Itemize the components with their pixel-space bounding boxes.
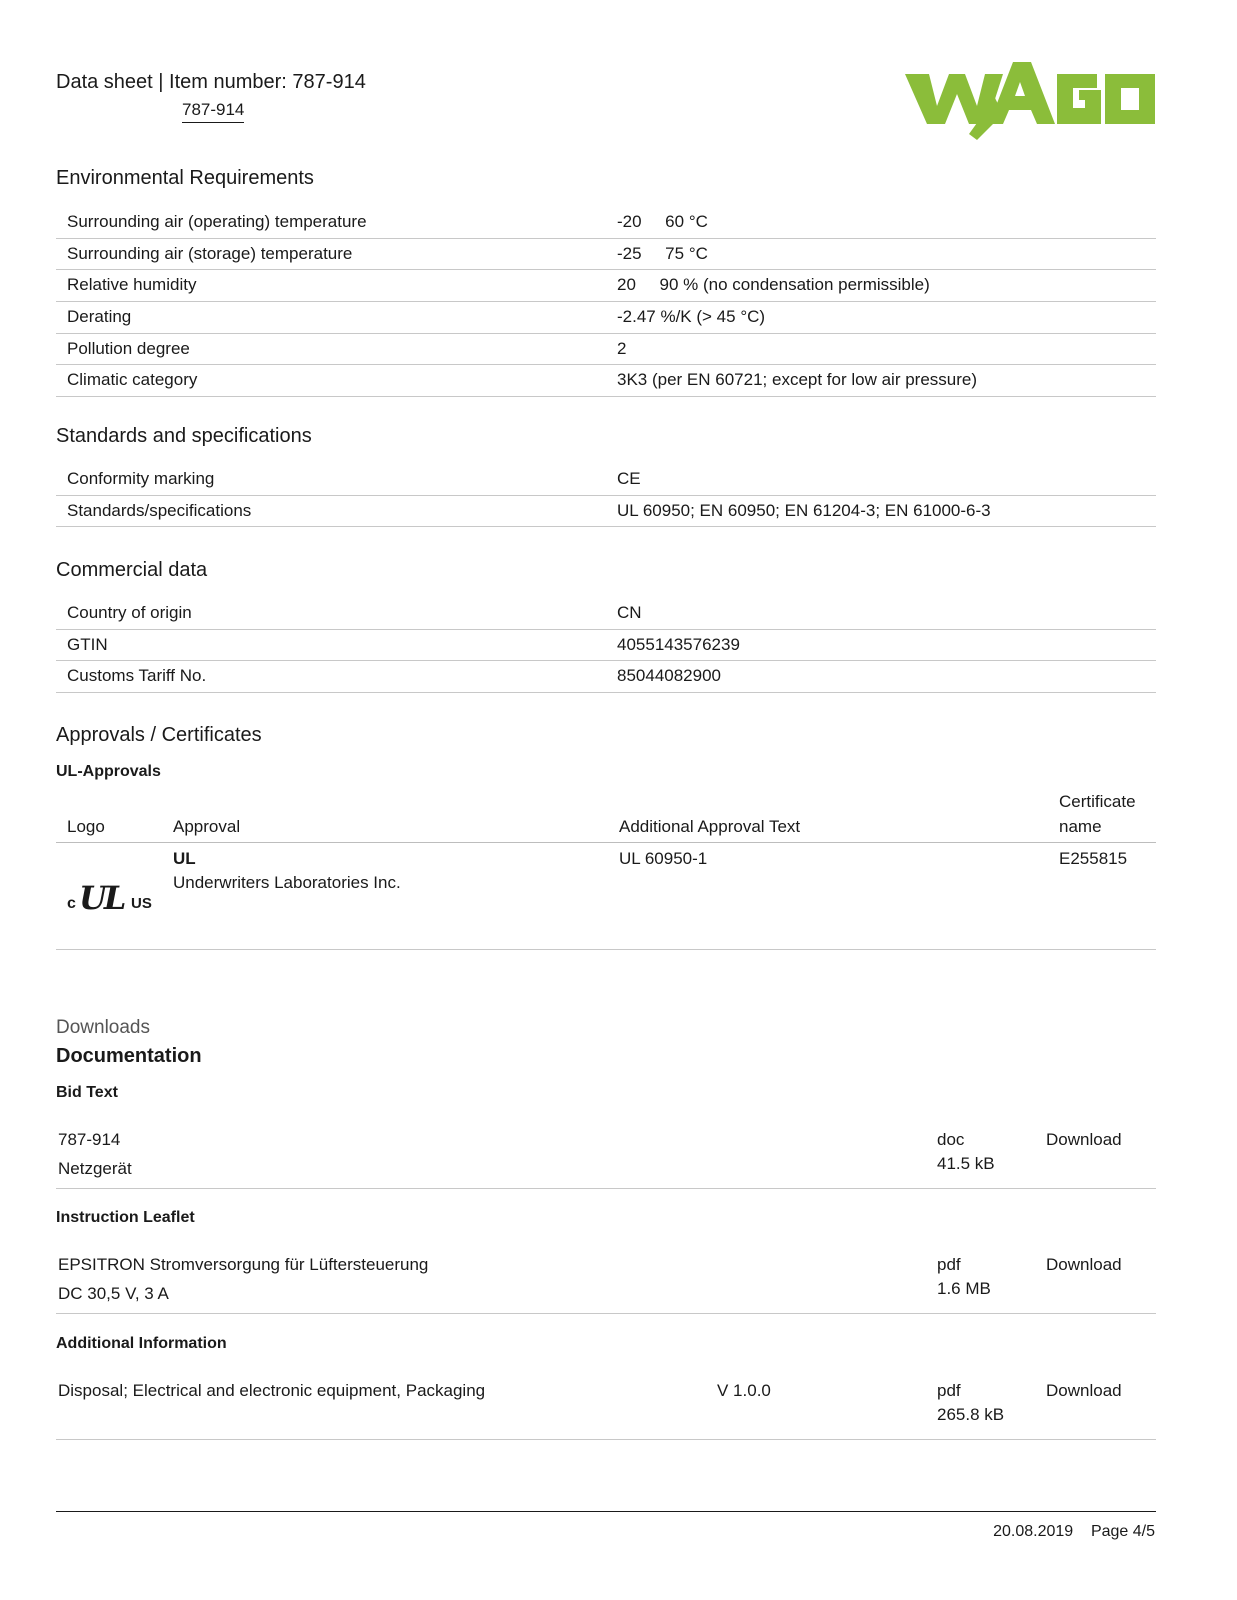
row-value: UL 60950; EN 60950; EN 61204-3; EN 61000-6-3	[617, 500, 991, 520]
table-row	[56, 843, 1156, 950]
commercial-table	[56, 598, 1156, 693]
row-value: 85044082900	[617, 666, 722, 686]
row-label: Climatic category	[67, 370, 198, 390]
row-value: CN	[617, 603, 642, 622]
col-certificate-name: name	[1059, 817, 1102, 836]
additional-text: UL 60950-1	[619, 849, 708, 868]
footer-page: Page 4/5	[1090, 1523, 1155, 1540]
table-row	[56, 496, 1156, 528]
instruction-leaflet-table	[56, 1247, 1156, 1314]
row-label: Surrounding air (storage) temperature	[67, 243, 353, 263]
download-link[interactable]: Download	[1046, 1255, 1122, 1274]
doc-size: 265.8 kB	[937, 1405, 1005, 1424]
row-label: Derating	[67, 307, 132, 327]
doc-type: pdf	[937, 1381, 961, 1400]
table-row	[56, 365, 1156, 397]
page-title: Data sheet | Item number: 787-914	[56, 71, 366, 93]
row-label: Country of origin	[67, 603, 192, 622]
environmental-table	[56, 207, 1156, 397]
doc-version: V 1.0.0	[717, 1381, 771, 1400]
doc-type: pdf	[937, 1255, 961, 1274]
doc-type: doc	[937, 1130, 965, 1149]
row-value: -20 60 °C	[617, 212, 708, 231]
table-row	[56, 239, 1156, 271]
row-value: -25 75 °C	[617, 243, 708, 263]
approvals-heading: Approvals / Certificates	[56, 724, 262, 746]
ul-logo-mark: UL	[79, 879, 124, 917]
row-value: 2	[617, 338, 627, 358]
standards-table	[56, 464, 1156, 527]
col-logo: Logo	[67, 817, 105, 836]
downloads-heading: Downloads	[56, 1017, 150, 1038]
approval-name: UL	[173, 849, 196, 868]
table-header	[56, 790, 1156, 843]
col-additional: Additional Approval Text	[619, 817, 801, 836]
row-label: Conformity marking	[67, 469, 215, 488]
ul-logo-us: US	[131, 895, 152, 912]
row-value: 4055143576239	[617, 634, 740, 654]
doc-title: Disposal; Electrical and electronic equipment, Packaging	[58, 1381, 486, 1400]
ul-approvals-heading: UL-Approvals	[56, 763, 161, 780]
instruction-leaflet-heading: Instruction Leaflet	[56, 1209, 195, 1226]
row-label: Relative humidity	[67, 275, 197, 295]
doc-size: 41.5 kB	[937, 1154, 995, 1173]
doc-size: 1.6 MB	[937, 1279, 991, 1298]
doc-subtitle: DC 30,5 V, 3 A	[58, 1284, 169, 1303]
row-value: -2.47 %/K (> 45 °C)	[617, 307, 766, 327]
item-number-link[interactable]: 787-914	[182, 100, 244, 123]
row-label: Surrounding air (operating) temperature	[67, 212, 367, 231]
col-approval: Approval	[173, 817, 241, 836]
table-row	[56, 630, 1156, 662]
footer-divider	[56, 1511, 1156, 1512]
download-link[interactable]: Download	[1046, 1381, 1122, 1400]
download-row	[56, 1373, 1156, 1440]
additional-information-heading: Additional Information	[56, 1335, 227, 1352]
table-row	[56, 464, 1156, 496]
bid-text-heading: Bid Text	[56, 1084, 118, 1101]
environmental-heading: Environmental Requirements	[56, 167, 314, 189]
table-row	[56, 270, 1156, 302]
approvals-table	[56, 790, 1156, 950]
row-label: Customs Tariff No.	[67, 666, 207, 686]
table-row	[56, 334, 1156, 366]
table-row	[56, 661, 1156, 693]
row-value: 3K3 (per EN 60721; except for low air pressure)	[617, 370, 978, 390]
page-footer	[993, 1523, 1155, 1541]
footer-date: 20.08.2019	[993, 1523, 1074, 1540]
download-row	[56, 1247, 1156, 1314]
download-row	[56, 1122, 1156, 1189]
bid-text-table	[56, 1122, 1156, 1189]
table-row	[56, 302, 1156, 334]
standards-heading: Standards and specifications	[56, 425, 312, 447]
doc-subtitle: Netzgerät	[58, 1159, 132, 1178]
table-row	[56, 598, 1156, 630]
row-value: CE	[617, 469, 641, 488]
doc-title: 787-914	[58, 1130, 121, 1149]
row-value: 20 90 % (no condensation permissible)	[617, 275, 930, 295]
table-row	[56, 207, 1156, 239]
certificate-name: E255815	[1059, 849, 1128, 868]
row-label: Standards/specifications	[67, 500, 252, 520]
download-link[interactable]: Download	[1046, 1130, 1122, 1149]
row-label: Pollution degree	[67, 338, 190, 358]
approval-org: Underwriters Laboratories Inc.	[173, 873, 401, 892]
commercial-heading: Commercial data	[56, 559, 208, 581]
doc-title: EPSITRON Stromversorgung für Lüftersteuerung	[58, 1255, 429, 1274]
ul-logo	[67, 879, 157, 919]
row-label: GTIN	[67, 634, 108, 654]
col-certificate: Certificate	[1059, 792, 1136, 811]
wago-logo	[905, 58, 1155, 140]
additional-information-table	[56, 1373, 1156, 1440]
ul-logo-c: c	[67, 895, 76, 912]
documentation-heading: Documentation	[56, 1045, 202, 1067]
